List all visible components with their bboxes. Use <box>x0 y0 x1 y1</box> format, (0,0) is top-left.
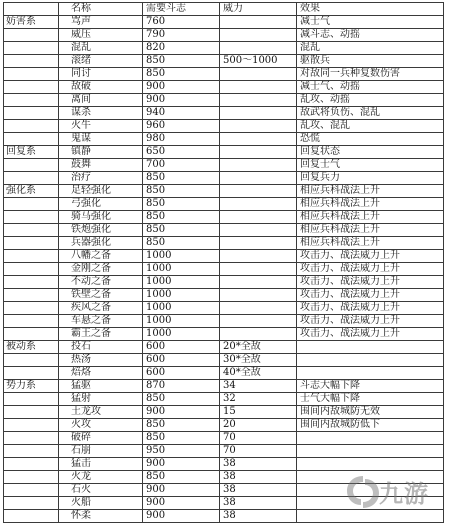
effect-cell: 驱散兵 <box>297 55 444 68</box>
morale-cost-cell: 900 <box>143 497 220 510</box>
category-cell <box>4 432 59 445</box>
effect-cell <box>297 458 444 471</box>
category-cell: 强化系 <box>4 185 59 198</box>
skill-name-cell: 不动之备 <box>59 276 143 289</box>
skill-name-cell: 猛击 <box>59 458 143 471</box>
skill-name-cell: 破碎 <box>59 432 143 445</box>
category-cell <box>4 328 59 341</box>
watermark-text: 九游 <box>379 480 429 508</box>
morale-cost-cell: 600 <box>143 354 220 367</box>
morale-cost-cell: 850 <box>143 393 220 406</box>
skills-table-body <box>4 3 444 523</box>
power-cell <box>220 133 297 146</box>
power-cell <box>220 107 297 120</box>
power-cell: 20 <box>220 419 297 432</box>
category-cell <box>4 367 59 380</box>
effect-cell: 攻击力、战法威力上升 <box>297 302 444 315</box>
effect-cell: 攻击力、战法威力上升 <box>297 263 444 276</box>
table-row <box>4 367 444 380</box>
power-cell <box>220 328 297 341</box>
morale-cost-cell: 1000 <box>143 250 220 263</box>
skill-name-cell: 火牛 <box>59 120 143 133</box>
power-cell: 70 <box>220 445 297 458</box>
skill-name-cell: 焙烙 <box>59 367 143 380</box>
skill-name-cell: 骂声 <box>59 16 143 29</box>
category-cell <box>4 42 59 55</box>
skill-name-cell: 混乱 <box>59 42 143 55</box>
morale-cost-cell: 700 <box>143 159 220 172</box>
power-cell <box>220 120 297 133</box>
morale-cost-cell: 1000 <box>143 315 220 328</box>
effect-cell: 回复状态 <box>297 146 444 159</box>
power-cell <box>220 211 297 224</box>
morale-cost-cell: 940 <box>143 107 220 120</box>
morale-cost-cell: 850 <box>143 185 220 198</box>
category-cell <box>4 29 59 42</box>
skill-name-cell: 怀柔 <box>59 510 143 523</box>
category-cell <box>4 250 59 263</box>
effect-cell: 攻击力、战法威力上升 <box>297 315 444 328</box>
power-cell: 38 <box>220 458 297 471</box>
skill-name-cell: 骑马强化 <box>59 211 143 224</box>
skill-name-cell: 谋杀 <box>59 107 143 120</box>
morale-cost-cell: 600 <box>143 341 220 354</box>
morale-cost-cell: 850 <box>143 471 220 484</box>
table-row <box>4 198 444 211</box>
morale-cost-cell: 900 <box>143 510 220 523</box>
skill-name-cell: 猛射 <box>59 393 143 406</box>
morale-cost-cell: 790 <box>143 29 220 42</box>
effect-cell: 围间内敌城防低下 <box>297 419 444 432</box>
morale-cost-cell: 960 <box>143 120 220 133</box>
skill-name-cell: 足轻强化 <box>59 185 143 198</box>
skill-name-cell: 同讨 <box>59 68 143 81</box>
morale-cost-cell: 850 <box>143 419 220 432</box>
category-cell <box>4 107 59 120</box>
table-row <box>4 393 444 406</box>
power-cell: 34 <box>220 380 297 393</box>
table-row <box>4 276 444 289</box>
skill-name-cell: 铁炮强化 <box>59 224 143 237</box>
power-cell: 38 <box>220 497 297 510</box>
table-row <box>4 68 444 81</box>
effect-cell: 攻击力、战法威力上升 <box>297 328 444 341</box>
power-cell <box>220 237 297 250</box>
power-cell: 20*全敌 <box>220 341 297 354</box>
morale-cost-cell: 870 <box>143 380 220 393</box>
effect-cell: 乱攻、混乱 <box>297 120 444 133</box>
effect-cell: 减士气 <box>297 16 444 29</box>
skill-name-cell: 鬼谋 <box>59 133 143 146</box>
skill-name-cell: 猛驱 <box>59 380 143 393</box>
table-row <box>4 497 444 510</box>
effect-cell: 攻击力、战法威力上升 <box>297 276 444 289</box>
effect-cell: 对敌同一兵种复数伤害 <box>297 68 444 81</box>
category-cell <box>4 276 59 289</box>
table-row <box>4 120 444 133</box>
category-cell <box>4 211 59 224</box>
morale-cost-cell: 900 <box>143 484 220 497</box>
table-row <box>4 159 444 172</box>
morale-cost-cell: 850 <box>143 237 220 250</box>
category-cell <box>4 497 59 510</box>
category-cell <box>4 237 59 250</box>
category-cell <box>4 393 59 406</box>
morale-cost-cell: 900 <box>143 94 220 107</box>
effect-cell: 相应兵科战法上升 <box>297 224 444 237</box>
effect-cell <box>297 354 444 367</box>
morale-cost-cell: 850 <box>143 211 220 224</box>
category-cell <box>4 81 59 94</box>
table-row <box>4 224 444 237</box>
table-row <box>4 380 444 393</box>
effect-cell: 回复士气 <box>297 159 444 172</box>
morale-cost-cell: 950 <box>143 445 220 458</box>
morale-cost-cell: 900 <box>143 458 220 471</box>
morale-cost-cell: 850 <box>143 198 220 211</box>
skill-name-cell: 石火 <box>59 484 143 497</box>
skill-name-cell: 石崩 <box>59 445 143 458</box>
power-cell <box>220 16 297 29</box>
table-row <box>4 302 444 315</box>
category-cell <box>4 315 59 328</box>
power-cell <box>220 276 297 289</box>
table-row <box>4 55 444 68</box>
table-row <box>4 146 444 159</box>
category-cell <box>4 94 59 107</box>
category-cell: 妨害系 <box>4 16 59 29</box>
table-row <box>4 263 444 276</box>
effect-cell: 攻击力、战法威力上升 <box>297 250 444 263</box>
header-cell: 效果 <box>297 3 444 16</box>
effect-cell: 相应兵科战法上升 <box>297 185 444 198</box>
skill-name-cell: 铁壁之备 <box>59 289 143 302</box>
table-row <box>4 471 444 484</box>
table-row <box>4 211 444 224</box>
table-row <box>4 81 444 94</box>
effect-cell: 相应兵科战法上升 <box>297 211 444 224</box>
skill-name-cell: 八幡之备 <box>59 250 143 263</box>
table-row <box>4 406 444 419</box>
morale-cost-cell: 1000 <box>143 276 220 289</box>
morale-cost-cell: 1000 <box>143 328 220 341</box>
effect-cell: 恐慌 <box>297 133 444 146</box>
power-cell <box>220 94 297 107</box>
power-cell <box>220 42 297 55</box>
morale-cost-cell: 900 <box>143 81 220 94</box>
effect-cell: 斗志大幅下降 <box>297 380 444 393</box>
table-row <box>4 484 444 497</box>
table-row <box>4 172 444 185</box>
category-cell <box>4 354 59 367</box>
morale-cost-cell: 850 <box>143 172 220 185</box>
morale-cost-cell: 1000 <box>143 263 220 276</box>
category-cell <box>4 55 59 68</box>
category-cell <box>4 198 59 211</box>
effect-cell: 减斗志、动摇 <box>297 29 444 42</box>
header-cell: 威力 <box>220 3 297 16</box>
table-row <box>4 42 444 55</box>
skill-name-cell: 兵器强化 <box>59 237 143 250</box>
power-cell <box>220 185 297 198</box>
table-row <box>4 328 444 341</box>
power-cell <box>220 315 297 328</box>
effect-cell <box>297 484 444 497</box>
power-cell <box>220 224 297 237</box>
skill-name-cell: 滚绪 <box>59 55 143 68</box>
category-cell <box>4 471 59 484</box>
morale-cost-cell: 900 <box>143 406 220 419</box>
category-cell <box>4 263 59 276</box>
effect-cell <box>297 497 444 510</box>
skill-name-cell: 土龙攻 <box>59 406 143 419</box>
power-cell <box>220 146 297 159</box>
power-cell <box>220 68 297 81</box>
category-cell <box>4 484 59 497</box>
power-cell: 38 <box>220 471 297 484</box>
skill-name-cell: 弓强化 <box>59 198 143 211</box>
effect-cell <box>297 471 444 484</box>
table-row <box>4 107 444 120</box>
table-row <box>4 185 444 198</box>
table-row <box>4 94 444 107</box>
table-row <box>4 250 444 263</box>
category-cell <box>4 445 59 458</box>
power-cell <box>220 29 297 42</box>
power-cell: 15 <box>220 406 297 419</box>
power-cell: 32 <box>220 393 297 406</box>
table-row <box>4 133 444 146</box>
category-cell <box>4 458 59 471</box>
effect-cell: 相应兵科战法上升 <box>297 237 444 250</box>
skill-name-cell: 金刚之备 <box>59 263 143 276</box>
effect-cell: 攻击力、战法威力上升 <box>297 289 444 302</box>
power-cell <box>220 263 297 276</box>
skill-name-cell: 威压 <box>59 29 143 42</box>
morale-cost-cell: 980 <box>143 133 220 146</box>
table-row <box>4 510 444 523</box>
category-cell: 被动系 <box>4 341 59 354</box>
power-cell: 70 <box>220 432 297 445</box>
table-row <box>4 354 444 367</box>
category-cell <box>4 510 59 523</box>
table-row <box>4 289 444 302</box>
category-cell <box>4 68 59 81</box>
category-cell <box>4 419 59 432</box>
skill-name-cell: 霸王之备 <box>59 328 143 341</box>
morale-cost-cell: 820 <box>143 42 220 55</box>
category-cell <box>4 224 59 237</box>
header-cell: 需要斗志 <box>143 3 220 16</box>
skill-name-cell: 火龙 <box>59 471 143 484</box>
skill-name-cell: 热汤 <box>59 354 143 367</box>
power-cell: 500～1000 <box>220 55 297 68</box>
morale-cost-cell: 850 <box>143 55 220 68</box>
power-cell: 40*全敌 <box>220 367 297 380</box>
power-cell: 30*全敌 <box>220 354 297 367</box>
table-row <box>4 432 444 445</box>
skill-name-cell: 投石 <box>59 341 143 354</box>
skill-name-cell: 火攻 <box>59 419 143 432</box>
morale-cost-cell: 600 <box>143 367 220 380</box>
category-cell <box>4 172 59 185</box>
table-row <box>4 315 444 328</box>
power-cell <box>220 172 297 185</box>
effect-cell: 敌武将负伤、混乱 <box>297 107 444 120</box>
power-cell <box>220 198 297 211</box>
table-row <box>4 341 444 354</box>
skill-name-cell: 离间 <box>59 94 143 107</box>
power-cell: 38 <box>220 484 297 497</box>
effect-cell: 围间内敌城防无效 <box>297 406 444 419</box>
effect-cell: 减士气、动摇 <box>297 81 444 94</box>
morale-cost-cell: 1000 <box>143 289 220 302</box>
skill-name-cell: 疾风之备 <box>59 302 143 315</box>
skill-name-cell: 鼓舞 <box>59 159 143 172</box>
category-cell <box>4 133 59 146</box>
effect-cell <box>297 367 444 380</box>
power-cell <box>220 159 297 172</box>
category-cell <box>4 159 59 172</box>
category-cell: 势力系 <box>4 380 59 393</box>
effect-cell <box>297 510 444 523</box>
power-cell: 38 <box>220 510 297 523</box>
effect-cell <box>297 341 444 354</box>
power-cell <box>220 289 297 302</box>
effect-cell: 乱攻、动摇 <box>297 94 444 107</box>
effect-cell <box>297 432 444 445</box>
morale-cost-cell: 760 <box>143 16 220 29</box>
category-cell: 回复系 <box>4 146 59 159</box>
effect-cell <box>297 445 444 458</box>
power-cell <box>220 302 297 315</box>
skill-name-cell: 车悬之备 <box>59 315 143 328</box>
effect-cell: 回复兵力 <box>297 172 444 185</box>
effect-cell: 混乱 <box>297 42 444 55</box>
skill-name-cell: 敌破 <box>59 81 143 94</box>
table-row <box>4 29 444 42</box>
table-row <box>4 237 444 250</box>
table-header-row <box>4 3 444 16</box>
power-cell <box>220 250 297 263</box>
skills-table <box>3 2 444 523</box>
morale-cost-cell: 1000 <box>143 302 220 315</box>
table-row <box>4 16 444 29</box>
effect-cell: 士气大幅下降 <box>297 393 444 406</box>
header-cell: 名称 <box>59 3 143 16</box>
skill-name-cell: 治疗 <box>59 172 143 185</box>
category-cell <box>4 120 59 133</box>
category-cell <box>4 406 59 419</box>
skill-name-cell: 镇静 <box>59 146 143 159</box>
header-cell <box>4 3 59 16</box>
morale-cost-cell: 650 <box>143 146 220 159</box>
category-cell <box>4 289 59 302</box>
table-row <box>4 445 444 458</box>
morale-cost-cell: 850 <box>143 432 220 445</box>
table-row <box>4 419 444 432</box>
morale-cost-cell: 850 <box>143 224 220 237</box>
effect-cell: 相应兵科战法上升 <box>297 198 444 211</box>
power-cell <box>220 81 297 94</box>
skill-name-cell: 火船 <box>59 497 143 510</box>
category-cell <box>4 302 59 315</box>
table-row <box>4 458 444 471</box>
morale-cost-cell: 850 <box>143 68 220 81</box>
